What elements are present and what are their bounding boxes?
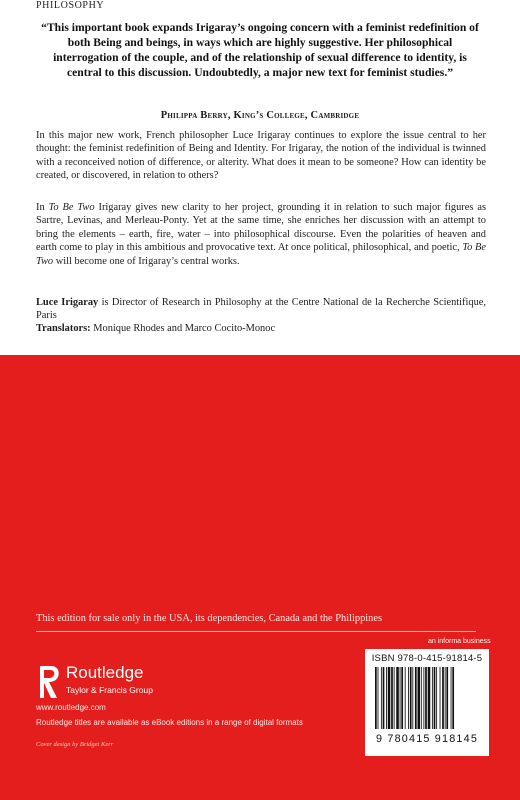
routledge-logo-icon [36,664,62,700]
barcode-digits: 9 780415 918145 [375,733,479,745]
translators-label: Translators: [36,323,91,334]
category-label: PHILOSOPHY [36,0,105,11]
description-paragraph-2 [36,201,486,268]
publisher-name: Routledge [66,663,144,682]
informa-label: an informa business [428,638,491,645]
paragraph-2-end: will become one of Irigaray’s central works. [53,255,240,267]
divider-line [36,631,476,632]
isbn-label: ISBN 978-0-415-91814-5 [371,653,483,664]
author-bio [36,296,486,323]
barcode-box [365,649,489,756]
book-title-italic-2: To Be Two [36,242,487,267]
translators-line [36,322,486,335]
publisher-url: www.routledge.com [36,703,106,712]
barcode-bars [375,667,479,729]
publisher-group: Taylor & Francis Group [66,685,153,695]
description-paragraph-1: In this major new work, French philosopher Luce Irigaray continues to explore the issue central to her thought: the feminist redefinition of Being and Identity. For Irigaray, the notion of the individual is twinned with a reconceived notion of difference, or alterity. What does it mean to be someone? How can identity be created, or discovered, in relation to others? [36,130,486,182]
author-name: Luce Irigaray [36,297,99,308]
ebook-note: Routledge titles are available as eBook editions in a range of digital formats [36,718,303,727]
review-quote: “This important book expands Irigaray’s ongoing concern with a feminist redefinition of both Being and beings, in ways which are highly suggestive. Her philosophical interrogation of the couple, and of the relationship of sexual difference to identity, is central to this discussion. Undoubtedly, a major new text for feminist studies.” [41,21,479,79]
cover-top-section [0,0,520,355]
paragraph-2-start: In [36,202,49,213]
sale-notice: This edition for sale only in the USA, its dependencies, Canada and the Philippines [36,613,383,624]
quote-attribution: Philippa Berry, King’s College, Cambridge [160,110,360,121]
paragraph-2-middle: Irigaray gives new clarity to her project, grounding it in relation to such major figures as Sartre, Levinas, and Merleau-Ponty. Yet at the same time, she enriches her discussion with an attempt to bring the elements – earth, fire, water – into philosophical discourse. Even the polarities of heaven and earth come to play in this ambitious and provocative text. At once political, philosophical, and poetic, [36,202,487,254]
book-title-italic: To Be Two [48,202,95,213]
cover-credit: Cover design by Bridget Kerr [36,741,114,748]
author-bio-text: is Director of Research in Philosophy at the Centre National de la Recherche Scientifique, Paris [36,297,486,322]
translators-names: Monique Rhodes and Marco Cocito-Monoc [90,323,276,334]
